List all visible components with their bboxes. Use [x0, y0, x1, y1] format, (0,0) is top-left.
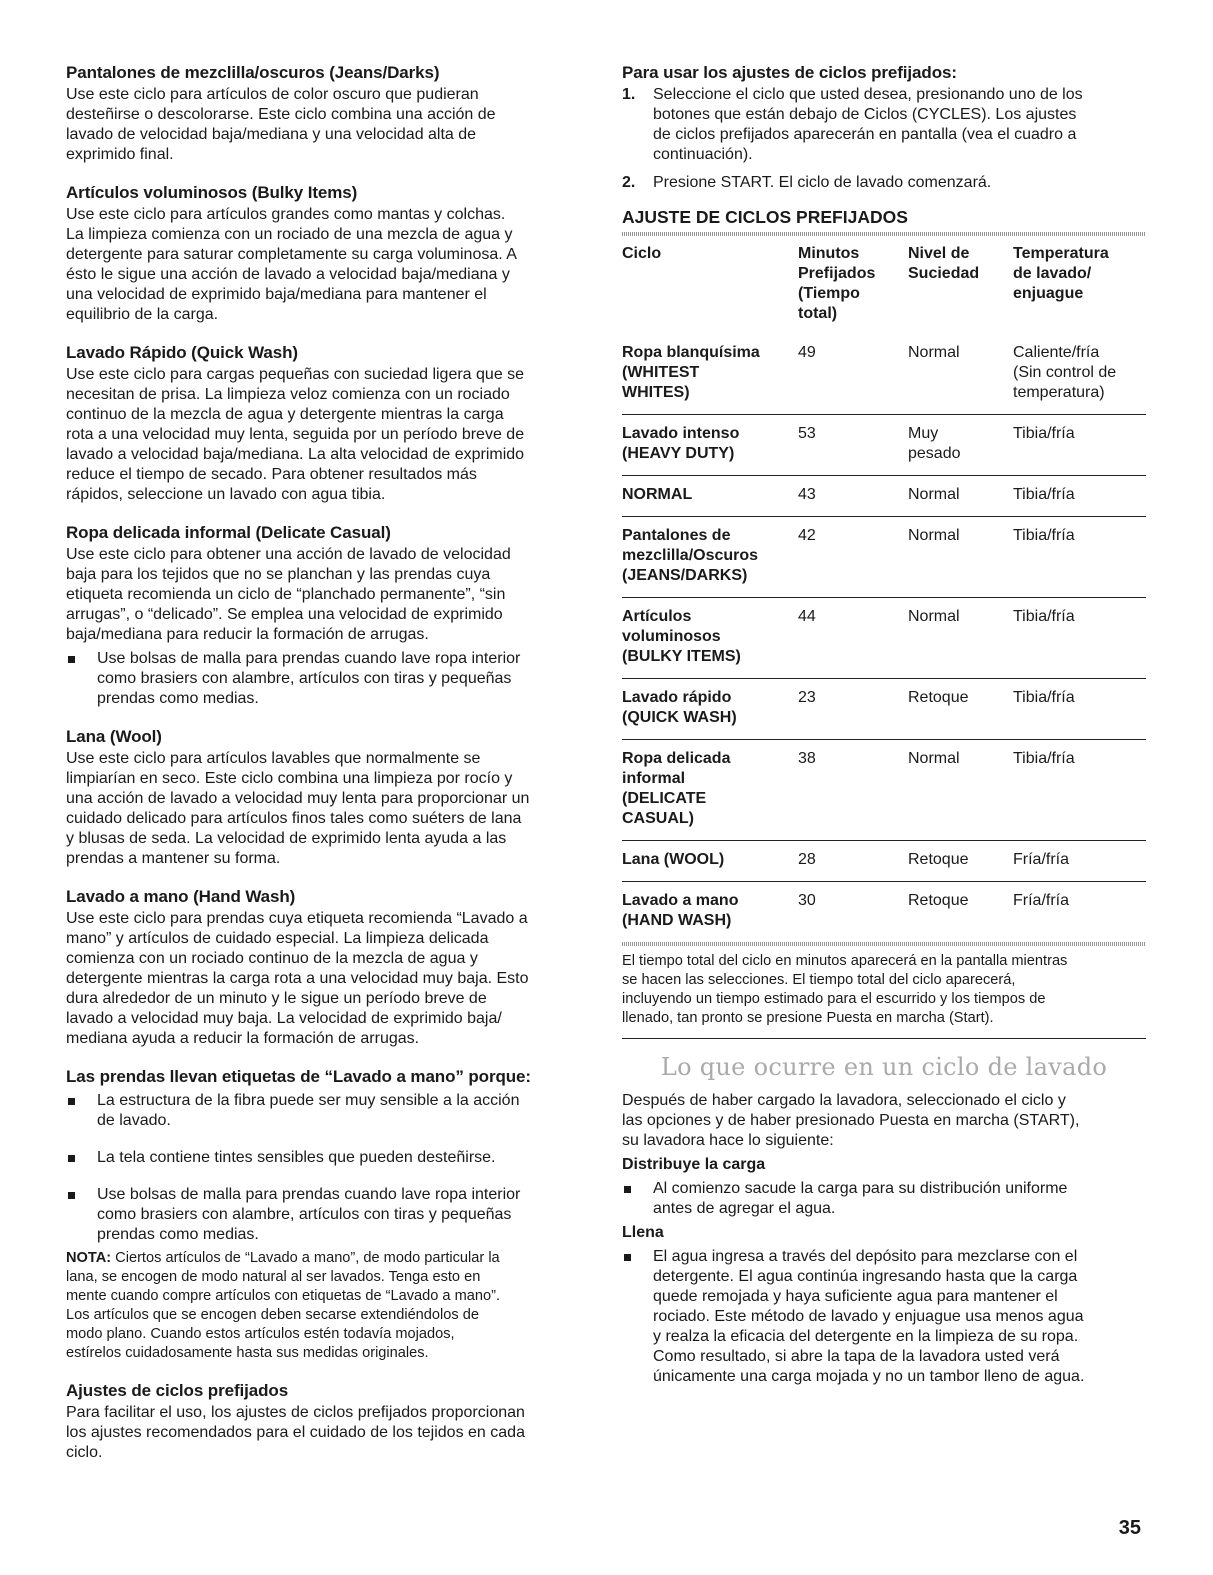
subsection-title: Distribuye la carga [622, 1156, 766, 1173]
cycle-name: Pantalones de mezclilla/Oscuros (JEANS/DARKS) [622, 517, 798, 598]
temperature-value: Fría/fría [1013, 892, 1070, 909]
soil-level-value: Retoque [908, 892, 969, 909]
section-presets [66, 1380, 588, 1463]
bullet-text: Use bolsas de malla para prendas cuando lave ropa interior como brasiers con alambre, artículos con tiras y pequeñas prendas como medias. [97, 1186, 521, 1243]
subsection-title: Llena [622, 1224, 664, 1241]
minutes-value: 42 [798, 517, 908, 598]
dotted-rule [622, 942, 1146, 946]
table-row [622, 882, 1146, 943]
section-bulky [66, 182, 588, 325]
section-title: Lana (Wool) [66, 727, 162, 746]
section-title: Ajustes de ciclos prefijados [66, 1381, 289, 1400]
temperature-value: Tibia/fría [1013, 517, 1146, 598]
square-bullet-icon [66, 649, 97, 709]
bullet-item [66, 649, 588, 709]
table-row [622, 415, 1146, 476]
soil-level-value: Normal [908, 476, 1013, 517]
preset-cycles-table [622, 236, 1146, 942]
temperature-value: Caliente/fría (Sin control de temperatura) [1013, 334, 1146, 415]
bullet-item [66, 1091, 588, 1131]
table-header-row [622, 236, 1146, 334]
header-cycle: Ciclo [622, 245, 662, 262]
minutes-value: 30 [798, 892, 816, 909]
section-body: Use este ciclo para artículos grandes como mantas y colchas. La limpieza comienza con un rociado de una mezcla de agua y detergente para saturar completamente su carga voluminosa. A ésto le sigue una acción de lavado a velocidad baja/mediana y una velocidad de exprimido baja/mediana para mantener el equilibrio de la carga. [66, 206, 517, 323]
table-row [622, 334, 1146, 415]
section-body: Use este ciclo para artículos lavables que normalmente se limpiarían en seco. Este ciclo combina una limpieza por rocío y una acción de lavado a velocidad muy lenta para proporcionar un cuidado delicado para artículos finos tales como suéters de lana y blusas de seda. La velocidad de exprimido lenta ayuda a las prendas a mantener su forma. [66, 750, 530, 867]
temperature-value: Fría/fría [1013, 841, 1146, 882]
soil-level-value: Retoque [908, 841, 1013, 882]
temperature-value: Tibia/fría [1013, 598, 1146, 679]
table-title: AJUSTE DE CICLOS PREFIJADOS [622, 207, 908, 227]
temperature-value: Tibia/fría [1013, 476, 1146, 517]
header-minutes: Minutos Prefijados (Tiempo total) [798, 245, 876, 322]
right-column [622, 62, 1146, 1391]
steps-list [622, 85, 1146, 193]
step-text: Seleccione el ciclo que usted desea, presionando uno de los botones que están debajo de Ciclos (CYCLES). Los ajustes de ciclos prefijados aparecerán en pantalla (vea el cuadro a continuación). [653, 86, 1083, 163]
temperature-value: Tibia/fría [1013, 415, 1146, 476]
dotted-rule [622, 232, 1146, 236]
bullet-item [66, 1185, 588, 1245]
minutes-value: 44 [798, 598, 908, 679]
section-title: Artículos voluminosos (Bulky Items) [66, 183, 358, 202]
cycle-name: Lavado intenso (HEAVY DUTY) [622, 415, 798, 476]
cycle-name: NORMAL [622, 476, 798, 517]
bullet-text: La tela contiene tintes sensibles que pueden desteñirse. [97, 1149, 496, 1166]
section-hand-wash [66, 886, 588, 1049]
bullet-item [622, 1247, 1146, 1387]
cycle-name: Artículos voluminosos (BULKY ITEMS) [622, 598, 798, 679]
left-column [66, 62, 588, 1480]
minutes-value: 53 [798, 415, 908, 476]
bullet-item [622, 1179, 1146, 1219]
table-row [622, 841, 1146, 882]
note-label: NOTA: [66, 1250, 112, 1266]
cycle-name: Lana (WOOL) [622, 841, 798, 882]
section-title: Ropa delicada informal (Delicate Casual) [66, 523, 391, 542]
cycle-name: Ropa blanquísima (WHITEST WHITES) [622, 334, 798, 415]
square-bullet-icon [66, 1185, 97, 1245]
bullet-text: Use bolsas de malla para prendas cuando lave ropa interior como brasiers con alambre, artículos con tiras y pequeñas prendas como medias. [97, 650, 521, 707]
soil-level-value: Normal [908, 334, 1013, 415]
bullet-text: La estructura de la fibra puede ser muy sensible a la acción de lavado. [97, 1092, 520, 1129]
section-title: Para usar los ajustes de ciclos prefijados: [622, 63, 957, 82]
step-item [622, 173, 1146, 193]
step-number: 2. [622, 174, 636, 191]
table-footnote: El tiempo total del ciclo en minutos aparecerá en la pantalla mientras se hacen las selecciones. El tiempo total del ciclo aparecerá, incluyendo un tiempo estimado para el escurrido y los tiempos de llenado, tan pronto se presione Puesta en marcha (Start). [622, 952, 1146, 1039]
note-text: Ciertos artículos de “Lavado a mano”, de modo particular la lana, se encogen de modo natural al ser lavados. Tenga esto en mente cuando compre artículos con etiquetas de “Lavado a mano”. Los artículos que se encogen deben secarse extendiéndolos de modo plano. Cuando estos artículos estén todavía mojados, estírelos cuidadosamente hasta sus medidas originales. [66, 1250, 501, 1361]
section-title: Pantalones de mezclilla/oscuros (Jeans/Darks) [66, 63, 440, 82]
square-bullet-icon [66, 1091, 97, 1131]
soil-level-value: Normal [908, 740, 1013, 841]
section-title: Lavado a mano (Hand Wash) [66, 887, 296, 906]
table-row [622, 598, 1146, 679]
square-bullet-icon [622, 1179, 653, 1219]
section-body: Use este ciclo para prendas cuya etiqueta recomienda “Lavado a mano” y artículos de cuidado especial. La limpieza delicada comienza con un rociado continuo de la mezcla de agua y detergente mientras la carga rota a una velocidad muy baja. Esto dura alrededor de un minuto y le sigue un período breve de lavado a velocidad muy baja. La velocidad de exprimido baja/ mediana ayuda a reducir la formación de arrugas. [66, 910, 529, 1047]
soil-level-value: Normal [908, 598, 1013, 679]
cycle-name: Lavado rápido (QUICK WASH) [622, 679, 798, 740]
section-delicate [66, 522, 588, 709]
bullet-item [66, 1148, 588, 1168]
table-body [622, 334, 1146, 942]
bullet-text: El agua ingresa a través del depósito para mezclarse con el detergente. El agua continúa ingresando hasta que la carga quede remojada y haya suficiente agua para mantener el rociado. Este método de lavado y enjuague usa menos agua y realza la eficacia del detergente en la limpieza de su ropa. Como resultado, si abre la tapa de la lavadora usted verá únicamente una carga mojada y no un tambor lleno de agua. [653, 1248, 1085, 1385]
section-jeans [66, 62, 588, 165]
temperature-value: Tibia/fría [1013, 679, 1146, 740]
minutes-value: 43 [798, 476, 908, 517]
soil-level-value: Retoque [908, 679, 1013, 740]
section-body: Use este ciclo para artículos de color oscuro que pudieran desteñirse o descolorarse. Este ciclo combina una acción de lavado de velocidad baja/mediana y una velocidad alta de exprimido final. [66, 86, 496, 163]
temperature-value: Tibia/fría [1013, 740, 1146, 841]
soil-level-value: Muy pesado [908, 415, 1013, 476]
section-quick-wash [66, 342, 588, 505]
section-wool [66, 726, 588, 869]
section-body: Use este ciclo para cargas pequeñas con suciedad ligera que se necesitan de prisa. La limpieza veloz comienza con un rociado continuo de la mezcla de agua y detergente mientras la carga rota a una velocidad muy lenta, seguida por un período breve de lavado a velocidad baja/mediana. La alta velocidad de exprimido reduce el tiempo de secado. Para obtener resultados más rápidos, seleccione un lavado con agua tibia. [66, 366, 525, 503]
minutes-value: 38 [798, 740, 908, 841]
table-row [622, 517, 1146, 598]
soil-level-value: Normal [908, 517, 1013, 598]
note [66, 1249, 588, 1363]
minutes-value: 28 [798, 841, 908, 882]
header-soil-level: Nivel de Suciedad [908, 245, 980, 282]
header-temperature: Temperatura de lavado/ enjuague [1013, 245, 1109, 302]
table-row [622, 740, 1146, 841]
section-body: Después de haber cargado la lavadora, seleccionado el ciclo y las opciones y de haber presionado Puesta en marcha (START), su lavadora hace lo siguiente: [622, 1092, 1080, 1149]
square-bullet-icon [622, 1247, 653, 1387]
cycle-name: Ropa delicada informal (DELICATE CASUAL) [622, 740, 798, 841]
section-body: Use este ciclo para obtener una acción de lavado de velocidad baja para los tejidos que no se planchan y las prendas cuya etiqueta recomienda un ciclo de “planchado permanente”, “sin arrugas”, o “delicado”. Se emplea una velocidad de exprimido baja/mediana para reducir la formación de arrugas. [66, 546, 511, 643]
section-body: Para facilitar el uso, los ajustes de ciclos prefijados proporcionan los ajustes recomendados para el cuidado de los tejidos en cada ciclo. [66, 1404, 525, 1461]
minutes-value: 23 [798, 679, 908, 740]
section-heading: Lo que ocurre en un ciclo de lavado [660, 1053, 1108, 1081]
section-hand-wash-labels [66, 1066, 588, 1363]
table-row [622, 476, 1146, 517]
page-number: 35 [1118, 1517, 1141, 1539]
bullet-text: Al comienzo sacude la carga para su distribución uniforme antes de agregar el agua. [653, 1180, 1068, 1217]
table-row [622, 679, 1146, 740]
section-title: Lavado Rápido (Quick Wash) [66, 343, 298, 362]
cycle-name: Lavado a mano (HAND WASH) [622, 892, 739, 929]
step-item [622, 85, 1146, 165]
section-title: Las prendas llevan etiquetas de “Lavado a mano” porque: [66, 1067, 531, 1086]
step-text: Presione START. El ciclo de lavado comenzará. [653, 174, 992, 191]
step-number: 1. [622, 86, 636, 103]
minutes-value: 49 [798, 334, 908, 415]
square-bullet-icon [66, 1148, 97, 1168]
